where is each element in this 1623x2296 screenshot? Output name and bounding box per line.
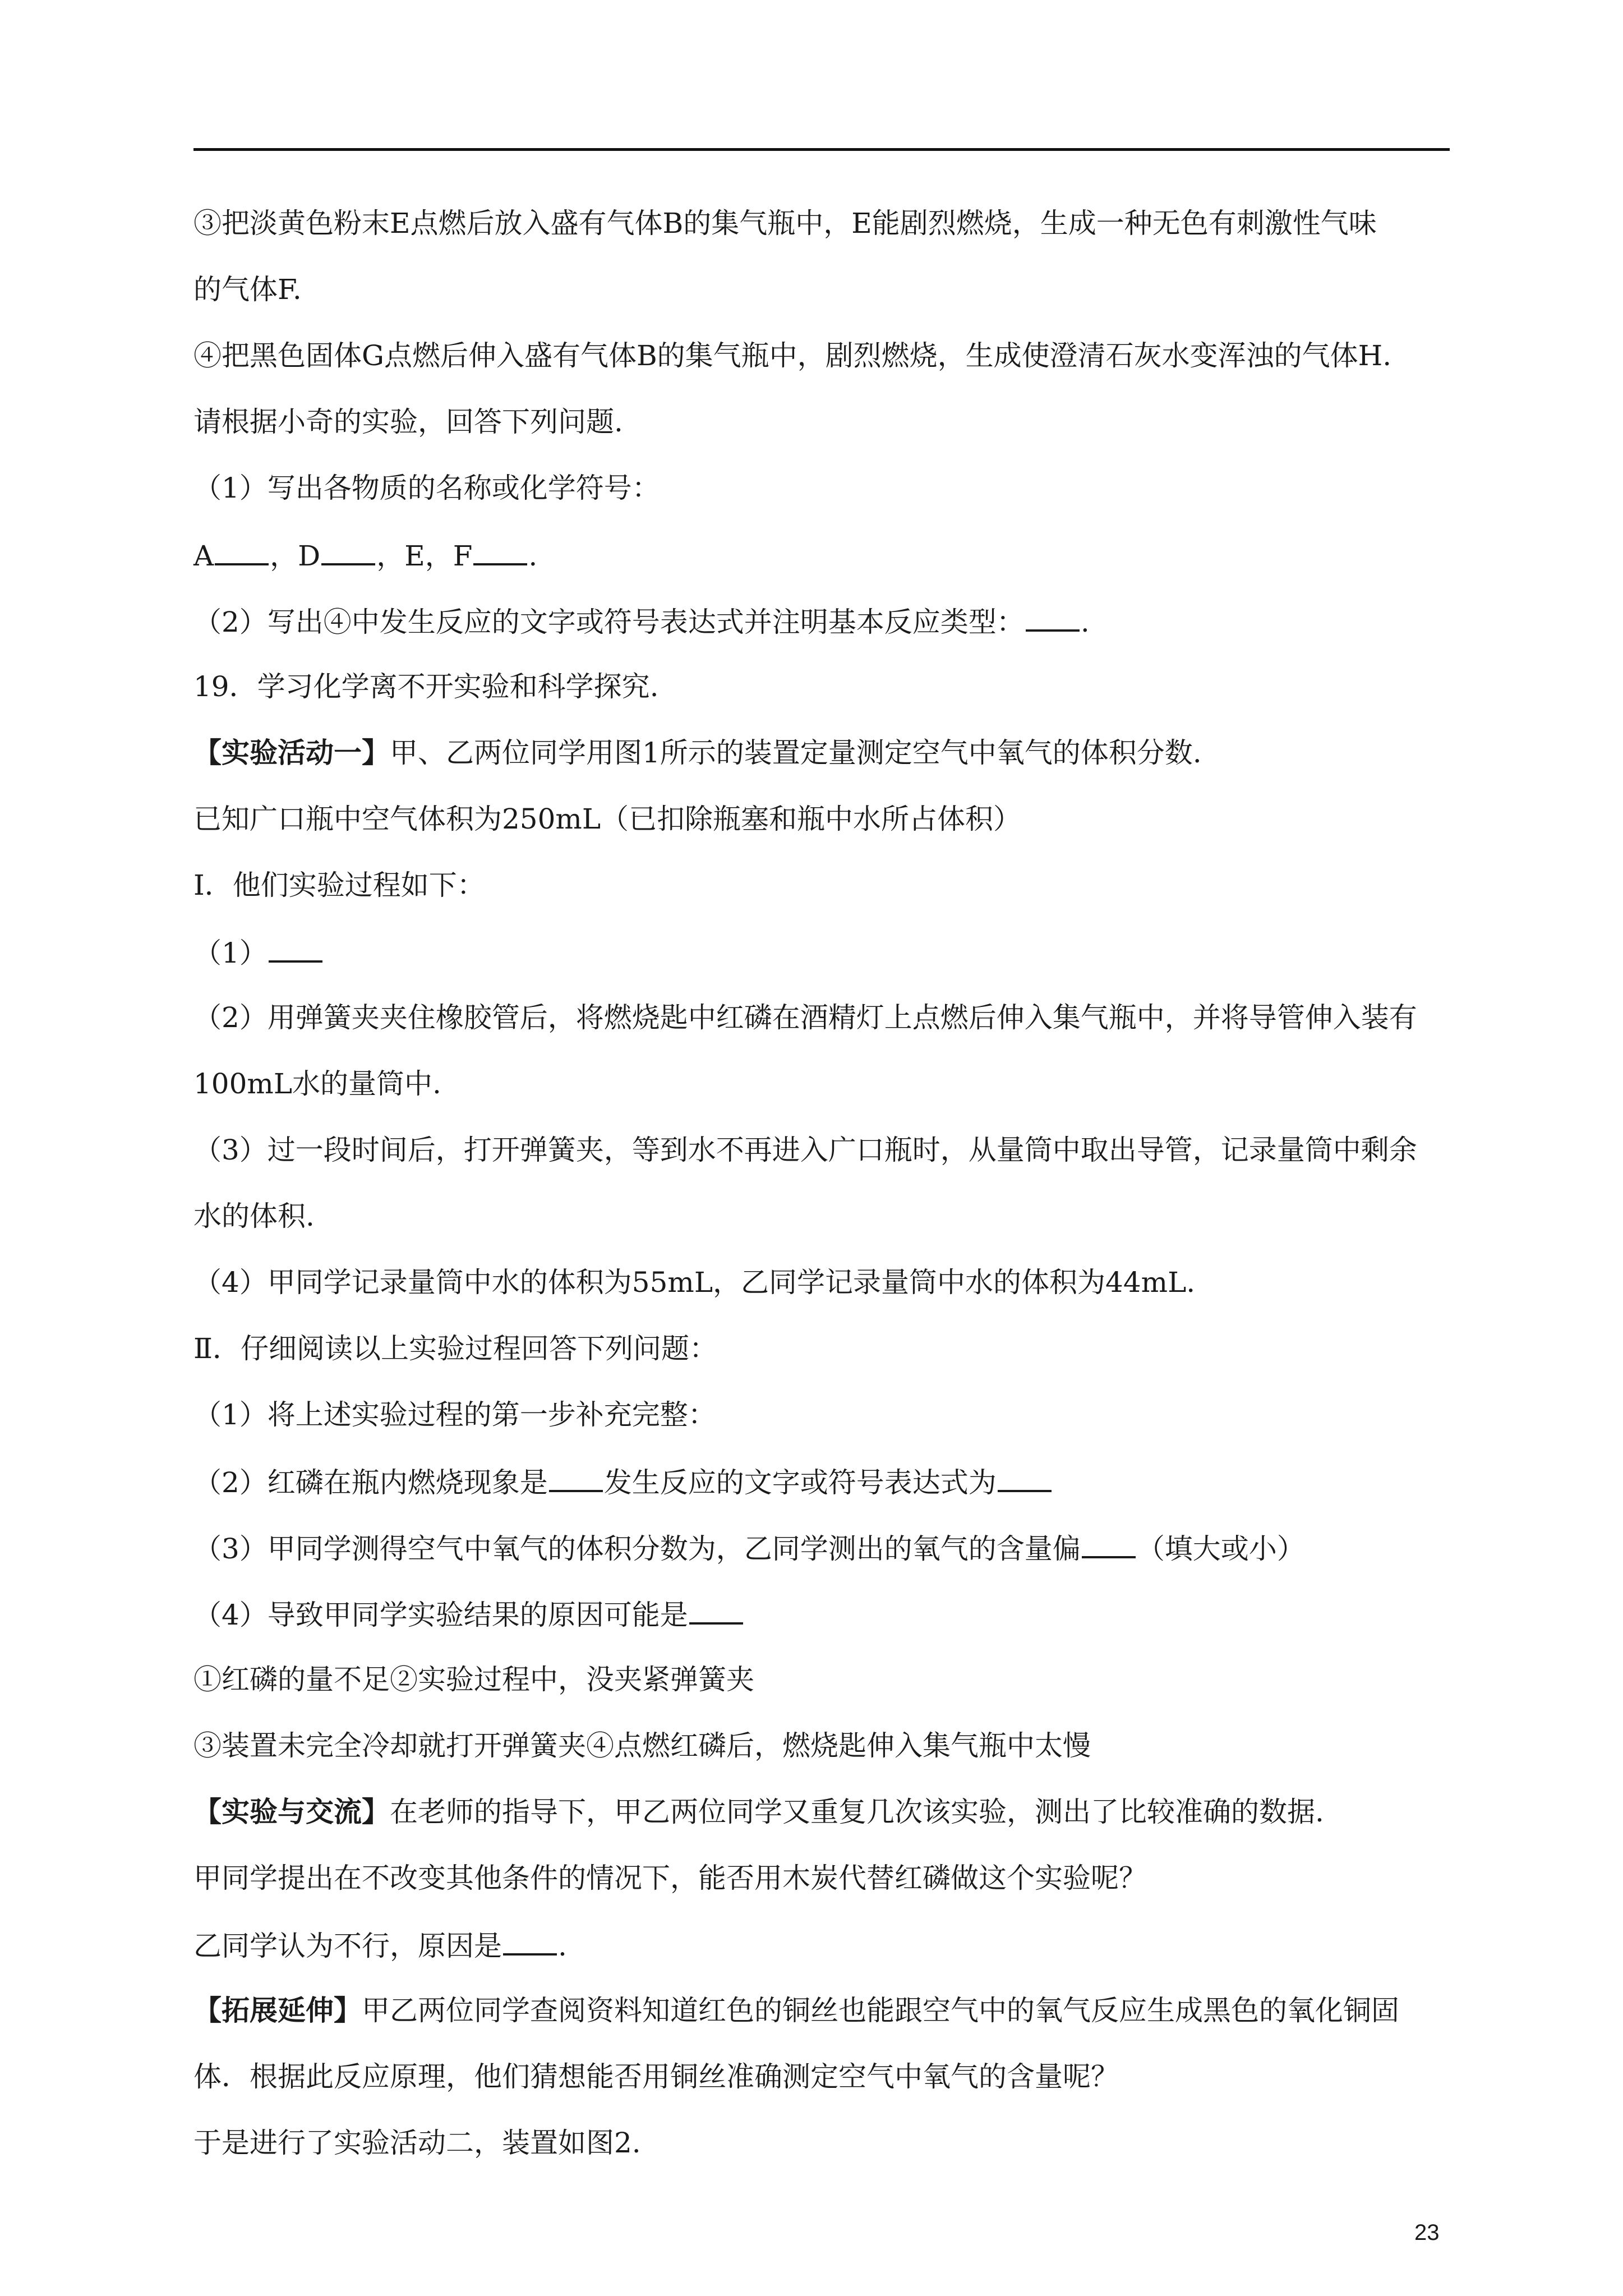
text-line: [193, 1994, 1450, 2060]
text-line: [193, 1729, 1450, 1795]
text: 甲、乙两位同学用图1所示的装置定量测定空气中氧气的体积分数.: [390, 737, 1202, 769]
text: ③装置未完全冷却就打开弹簧夹④点燃红磷后，燃烧匙伸入集气瓶中太慢: [193, 1729, 1091, 1762]
header-rule: [193, 148, 1450, 151]
text: 在老师的指导下，甲乙两位同学又重复几次该实验，测出了比较准确的数据.: [390, 1796, 1324, 1828]
text: （1）将上述实验过程的第一步补充完整：: [193, 1398, 716, 1431]
text: .: [558, 1930, 567, 1962]
text: 甲同学提出在不改变其他条件的情况下，能否用木炭代替红磷做这个实验呢？: [193, 1862, 1147, 1894]
answer-blank[interactable]: [998, 1464, 1052, 1492]
page-body: [193, 206, 1450, 2192]
text: 已知广口瓶中空气体积为250mL（已扣除瓶塞和瓶中水所占体积）: [193, 803, 1022, 835]
text: （1）: [193, 937, 268, 969]
text-line: [193, 1332, 1450, 1398]
text-line: [193, 2060, 1450, 2126]
text-line: [193, 2126, 1450, 2192]
answer-blank[interactable]: [269, 935, 322, 963]
text: 请根据小奇的实验，回答下列问题.: [193, 406, 623, 438]
text: 100mL水的量筒中.: [193, 1068, 441, 1100]
text: 乙同学认为不行，原因是: [193, 1930, 502, 1962]
text-line: [193, 670, 1450, 736]
section-heading: 【实验活动一】: [193, 736, 390, 769]
text: ④把黑色固体G点燃后伸入盛有气体B的集气瓶中，剧烈燃烧，生成使澄清石灰水变浑浊的气体H.: [193, 339, 1392, 372]
page-number: 23: [1414, 2220, 1440, 2245]
text: 水的体积.: [193, 1200, 315, 1232]
text: （2）红磷在瓶内燃烧现象是: [193, 1466, 548, 1499]
text-line: [193, 1398, 1450, 1464]
text-line: [193, 1663, 1450, 1729]
text: （2）写出④中发生反应的文字或符号表达式并注明基本反应类型：: [193, 606, 1025, 638]
text: （4）导致甲同学实验结果的原因可能是: [193, 1599, 688, 1631]
text-line: [193, 1067, 1450, 1133]
text: 于是进行了实验活动二，装置如图2.: [193, 2127, 641, 2159]
text: （3）过一段时间后，打开弹簧夹，等到水不再进入广口瓶时，从量筒中取出导管，记录量筒中剩余: [193, 1134, 1417, 1166]
text: ，E，F: [376, 540, 473, 572]
text-line: [193, 1199, 1450, 1266]
text-line: [193, 1464, 1450, 1530]
text: 发生反应的文字或符号表达式为: [603, 1466, 997, 1499]
text-line: [193, 537, 1450, 604]
text: （3）甲同学测得空气中氧气的体积分数为，乙同学测出的氧气的含量偏: [193, 1533, 1081, 1565]
answer-blank[interactable]: [1082, 1530, 1136, 1558]
text: （填大或小）: [1136, 1533, 1305, 1565]
text: 体．根据此反应原理，他们猜想能否用铜丝准确测定空气中氧气的含量呢？: [193, 2060, 1119, 2093]
text-line: [193, 273, 1450, 339]
text: 甲乙两位同学查阅资料知道红色的铜丝也能跟空气中的氧气反应生成黑色的氧化铜固: [362, 1994, 1399, 2027]
section-heading: 【实验与交流】: [193, 1795, 390, 1828]
text-line: [193, 736, 1450, 802]
text-line: [193, 935, 1450, 1001]
text-line: [193, 1133, 1450, 1199]
text: ③把淡黄色粉末E点燃后放入盛有气体B的集气瓶中，E能剧烈燃烧，生成一种无色有刺激性气味: [193, 207, 1377, 240]
section-heading: 【拓展延伸】: [193, 1994, 362, 2027]
text-line: [193, 1596, 1450, 1663]
text-line: [193, 604, 1450, 670]
answer-blank[interactable]: [689, 1596, 743, 1625]
text: I．他们实验过程如下：: [193, 869, 485, 901]
text: （1）写出各物质的名称或化学符号：: [193, 472, 660, 504]
text-line: [193, 868, 1450, 935]
text-line: [193, 1266, 1450, 1332]
text-line: [193, 206, 1450, 273]
text-line: [193, 802, 1450, 868]
text: .: [1080, 606, 1090, 638]
answer-blank[interactable]: [473, 537, 527, 565]
text-line: [193, 471, 1450, 537]
text-line: [193, 1861, 1450, 1927]
text-line: [193, 1530, 1450, 1596]
text: （2）用弹簧夹夹住橡胶管后，将燃烧匙中红磷在酒精灯上点燃后伸入集气瓶中，并将导管伸入装有: [193, 1001, 1417, 1034]
text-line: [193, 339, 1450, 405]
text: （4）甲同学记录量筒中水的体积为55mL，乙同学记录量筒中水的体积为44mL.: [193, 1266, 1196, 1299]
text-line: [193, 405, 1450, 471]
text-line: [193, 1927, 1450, 1994]
answer-blank[interactable]: [549, 1464, 603, 1492]
text: .: [528, 540, 538, 572]
text: 19．学习化学离不开实验和科学探究.: [193, 670, 659, 703]
text: ，D: [270, 540, 321, 572]
text-line: [193, 1001, 1450, 1067]
text: ①红磷的量不足②实验过程中，没夹紧弹簧夹: [193, 1663, 754, 1696]
answer-blank[interactable]: [215, 537, 269, 565]
answer-blank[interactable]: [1026, 604, 1080, 632]
text: A: [193, 540, 214, 572]
answer-blank[interactable]: [321, 537, 375, 565]
text: Ⅱ．仔细阅读以上实验过程回答下列问题：: [193, 1332, 717, 1365]
text: 的气体F.: [193, 273, 302, 306]
text-line: [193, 1795, 1450, 1861]
answer-blank[interactable]: [503, 1927, 557, 1955]
